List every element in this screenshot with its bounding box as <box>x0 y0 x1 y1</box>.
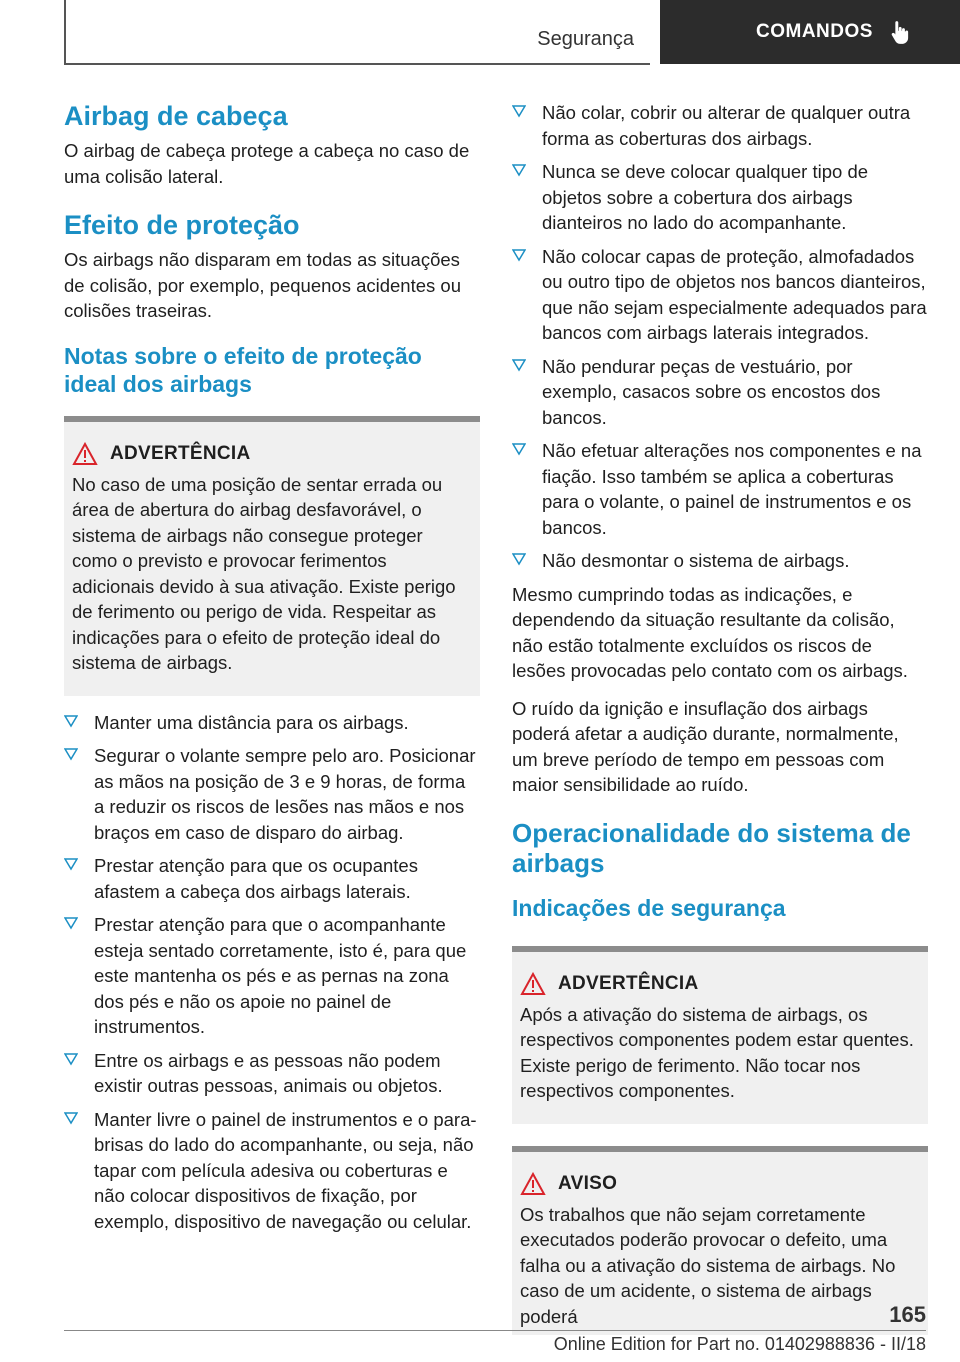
triangle-bullet-icon <box>64 1052 78 1066</box>
bullet-list-right <box>512 100 928 574</box>
triangle-bullet-icon <box>512 104 526 118</box>
warning-title: ADVERTÊNCIA <box>558 972 699 994</box>
warning-header <box>520 972 920 996</box>
heading-operacionalidade: Operacionalidade do sistema de airbags <box>512 817 911 878</box>
list-item: Manter livre o painel de instrumentos e o para-brisas do lado do acompanhante, ou seja, não tapar com película adesiva ou coberturas e não colocar dispositivos de fixação, por exemplo, dispositivo de navegação ou celular. <box>64 1107 480 1235</box>
header-rule-vertical <box>64 0 66 64</box>
list-item: Prestar atenção para que o acompanhante esteja sentado corretamente, isto é, para que este mantenha os pés e as pernas na zona dos pés e não os apoie no painel de instrumentos. <box>64 912 480 1040</box>
triangle-bullet-icon <box>64 714 78 728</box>
list-item: Não pendurar peças de vestuário, por exemplo, casacos sobre os encostos dos bancos. <box>512 354 928 431</box>
list-item: Entre os airbags e as pessoas não podem existir outras pessoas, animais ou objetos. <box>64 1048 480 1099</box>
triangle-bullet-icon <box>512 248 526 262</box>
paragraph-airbag-cabeca: O airbag de cabeça protege a cabeça no caso de uma colisão lateral. <box>64 140 470 187</box>
list-item: Não colar, cobrir ou alterar de qualquer outra forma as coberturas dos airbags. <box>512 100 928 151</box>
heading-notas-efeito: Notas sobre o efeito de proteção ideal dos airbags <box>64 342 422 397</box>
paragraph-efeito-protecao: Os airbags não disparam em todas as situações de colisão, por exemplo, pequenos acidentes ou colisões traseiras. <box>64 249 461 321</box>
left-column <box>64 100 480 1242</box>
page-number: 165 <box>889 1302 926 1327</box>
chapter-tab[interactable] <box>660 0 960 64</box>
warning-box <box>512 946 928 1124</box>
triangle-bullet-icon <box>64 1111 78 1125</box>
warning-triangle-icon <box>520 972 546 996</box>
heading-indicacoes-seguranca: Indicações de segurança <box>512 894 786 921</box>
notice-box <box>512 1146 928 1336</box>
header-rule-bottom <box>64 63 650 65</box>
right-column <box>512 100 928 1349</box>
paragraph-mesmo-cumprindo: Mesmo cumprindo todas as indicações, e dependendo da situação resultante da colisão, não estão totalmente excluídos os riscos de lesões provocadas pelo contato com os airbags. <box>512 583 908 681</box>
footer-edition: Online Edition for Part no. 01402988836 - II/18 <box>553 1334 926 1354</box>
heading-efeito-protecao: Efeito de proteção <box>64 210 300 240</box>
list-item: Não efetuar alterações nos componentes e na fiação. Isso também se aplica a coberturas para o volante, o painel de instrumentos e os bancos. <box>512 438 928 540</box>
triangle-bullet-icon <box>512 552 526 566</box>
notice-header <box>520 1172 920 1196</box>
chapter-title: COMANDOS <box>756 21 873 42</box>
list-item: Segurar o volante sempre pelo aro. Posicionar as mãos na posição de 3 e 9 horas, de forma a reduzir os riscos de lesões nas mãos e nos braços em caso de disparo do airbag. <box>64 743 480 845</box>
triangle-bullet-icon <box>64 747 78 761</box>
list-item: Não desmontar o sistema de airbags. <box>512 548 928 574</box>
footer-rule <box>64 1330 926 1331</box>
triangle-bullet-icon <box>512 163 526 177</box>
triangle-bullet-icon <box>512 442 526 456</box>
notice-title: AVISO <box>558 1172 618 1194</box>
warning-triangle-icon <box>72 442 98 466</box>
list-item: Não colocar capas de proteção, almofadados ou outro tipo de objetos nos bancos dianteiros, que não sejam especialmente adequados para bancos com airbags laterais integrados. <box>512 244 928 346</box>
warning-text: No caso de uma posição de sentar errada ou área de abertura do airbag desfavorável, o sistema de airbags não consegue proteger como o previsto e provocar ferimentos adicionais devido à sua ativação. Existe perigo de ferimento ou perigo de vida. Respeitar as indicações para o efeito de proteção ideal do sistema de airbags. <box>72 473 456 673</box>
bullet-list-left <box>64 710 480 1235</box>
notice-text: Os trabalhos que não sejam corretamente executados poderão provocar o defeito, uma falha ou a ativação do sistema de airbags. No caso de um acidente, o sistema de airbags poderá <box>520 1203 896 1327</box>
warning-triangle-icon <box>520 1172 546 1196</box>
triangle-bullet-icon <box>512 358 526 372</box>
triangle-bullet-icon <box>64 857 78 871</box>
heading-airbag-cabeca: Airbag de cabeça <box>64 101 288 131</box>
warning-title: ADVERTÊNCIA <box>110 442 251 464</box>
list-item: Nunca se deve colocar qualquer tipo de objetos sobre a cobertura dos airbags dianteiros no lado do acompanhante. <box>512 159 928 236</box>
warning-header <box>72 442 472 466</box>
hand-pointer-icon <box>887 19 913 45</box>
paragraph-ruido: O ruído da ignição e insuflação dos airbags poderá afetar a audição durante, normalmente, um breve período de tempo em pessoas com maior sensibilidade ao ruído. <box>512 697 899 795</box>
list-item: Prestar atenção para que os ocupantes afastem a cabeça dos airbags laterais. <box>64 853 480 904</box>
warning-text: Após a ativação do sistema de airbags, os respectivos componentes podem estar quentes. Existe perigo de ferimento. Não tocar nos respectivos componentes. <box>520 1003 914 1101</box>
warning-box <box>64 416 480 696</box>
section-title: Segurança <box>537 28 634 50</box>
triangle-bullet-icon <box>64 916 78 930</box>
list-item: Manter uma distância para os airbags. <box>64 710 480 736</box>
